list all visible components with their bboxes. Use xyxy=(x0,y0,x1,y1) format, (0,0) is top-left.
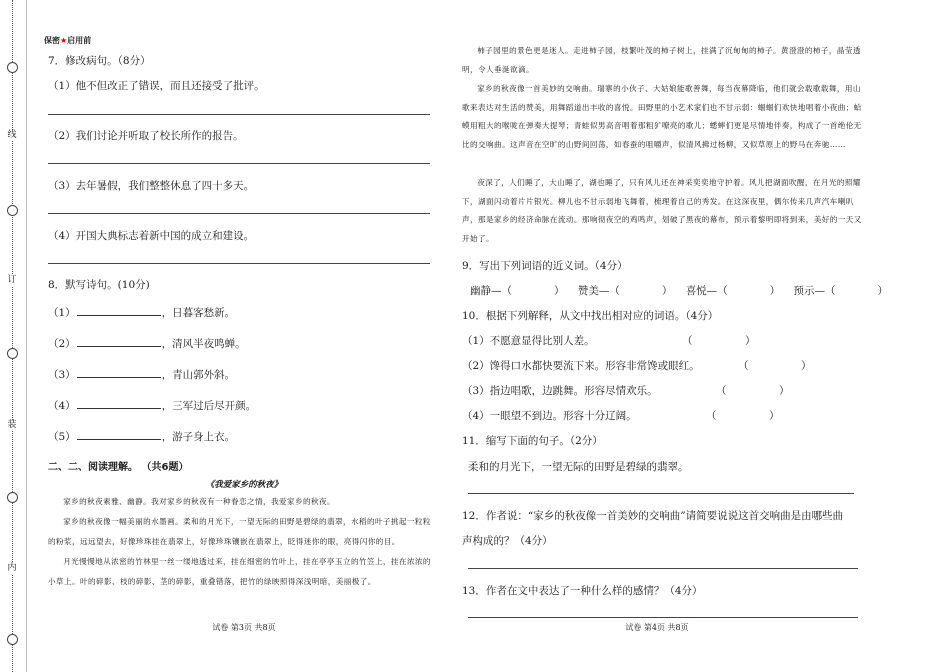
section-title: 二、二、阅读理解。 （共6题） xyxy=(48,462,189,473)
q8-title: 8．默写诗句。(10分) xyxy=(48,279,150,291)
q7-item: （2）我们讨论并听取了校长所作的报告。 xyxy=(48,130,244,142)
answer-line[interactable] xyxy=(468,617,858,618)
left-page xyxy=(44,0,444,672)
binding-label: 装 xyxy=(7,420,17,430)
q12-text: 12．作者说：“家乡的秋夜像一首美妙的交响曲”请简要说说这首交响曲是由哪些曲 xyxy=(462,510,844,522)
answer-line[interactable] xyxy=(48,114,430,115)
q7-item: （3）去年暑假，我们整整休息了四十多天。 xyxy=(48,180,255,192)
binding-hole-icon xyxy=(7,205,18,216)
answer-line[interactable] xyxy=(468,568,858,569)
article-paragraph: 夜深了，人们睡了，大山睡了，湖也睡了，只有风儿还在神采奕奕地守护着。风儿把湖面吹醒，在月光的照耀下，湖面闪动着片片银光。柳儿也不甘示弱地飞舞着，梳理着自己的秀发。在这深夜里，偶尔传来几声汽车喇叭声，那是家乡的经济命脉在流动。那响彻夜空的鸡鸣声，划破了黑夜的幕布，预示着黎明即将到来，美好的一天又开始了。 xyxy=(462,178,862,243)
article-title: 《我爱家乡的秋夜》 xyxy=(205,480,283,490)
answer-line[interactable] xyxy=(48,163,430,164)
q7-item: （1）他不但改正了错误，而且还接受了批评。 xyxy=(48,80,265,92)
q13-title: 13．作者在文中表达了一种什么样的感情？（4分） xyxy=(462,585,703,597)
answer-paren[interactable]: （ ） xyxy=(716,385,790,397)
answer-paren[interactable]: （ ） xyxy=(682,335,756,347)
fill-blank[interactable] xyxy=(77,367,161,378)
binding-hole-icon xyxy=(7,492,18,503)
q7-item: （4）开国大典标志着新中国的成立和建设。 xyxy=(48,230,255,242)
fill-blank[interactable] xyxy=(77,429,161,440)
poem-item: （5） ，游子身上衣。 xyxy=(48,431,236,443)
answer-paren[interactable]: （ ） xyxy=(706,410,780,422)
answer-paren[interactable]: （ ） xyxy=(717,285,781,297)
q10-item: （1）不愿意显得比别人差。 xyxy=(462,335,595,347)
synonym-row: 幽静—（ ） 赞美—（ ） 喜悦—（ ） 预示—（ ） xyxy=(470,285,889,297)
secret-mark: 保密★启用前 xyxy=(44,36,92,45)
fill-blank[interactable] xyxy=(77,305,161,316)
q7-title: 7．修改病句。（8分） xyxy=(48,55,151,67)
q10-item: （3）指边唱歌，边跳舞。形容尽情欢乐。 xyxy=(462,385,658,397)
poem-item: （3） ，青山郭外斜。 xyxy=(48,369,236,381)
q9-title: 9．写出下列词语的近义词。（4分） xyxy=(462,260,628,272)
right-page xyxy=(462,0,889,672)
poem-item: （2） ，清风半夜鸣蝉。 xyxy=(48,338,246,350)
binding-hole-icon xyxy=(7,634,18,645)
star-icon: ★ xyxy=(60,36,68,45)
page-footer: 试卷 第3页 共8页 xyxy=(212,623,276,632)
q11-title: 11．缩写下面的句子。（2分） xyxy=(462,435,603,447)
q10-title: 10．根据下列解释，从文中找出相对应的词语。（4分） xyxy=(462,310,719,322)
article-paragraph: 月光慢慢地从浓密的竹林里一丝一缕地透过来，挂在细密的竹叶上，挂在亭亭玉立的竹笠上，挂在浓浓的小草上。叶的碎影、枝的碎影、茎的碎影，重叠错落，把竹的绿映照得深浅明暗，美丽极了。 xyxy=(48,557,431,586)
answer-paren[interactable]: （ ） xyxy=(501,285,565,297)
answer-paren[interactable]: （ ） xyxy=(609,285,673,297)
poem-item: （4） ，三军过后尽开颜。 xyxy=(48,400,257,412)
binding-label: 订 xyxy=(7,275,17,285)
answer-paren[interactable]: （ ） xyxy=(825,285,889,297)
q12-text: 声构成的？（4分） xyxy=(462,535,553,547)
article-paragraph: 家乡的秋夜像一首美妙的交响曲。瑞寨的小伙子、大姑娘能歌善舞，每当夜幕降临，他们就会载歌载舞，用山歌来表达对生活的赞美，用舞蹈道出丰收的喜悦。田野里的小艺术家们也不甘示弱：蝈蝈们欢快地唱着小夜曲；蛤蟆用粗大的喉咙在弹奏大提琴；青蛙似男高音唱着那粗犷嘹亮的歌儿；蟋蟀们更是尽情地伴奏，构成了一首绝伦无比的交响曲。这声音在空旷的山野间回荡，如春蚕的咀嚼声，似清风拂过杨柳，又似草原上的野马在奔驰…… xyxy=(462,84,862,149)
article-paragraph: 家乡的秋夜像一幅美丽的水墨画。柔和的月光下，一望无际的田野是碧绿的翡翠，水稻的叶子挑起一粒粒的粉浆，远远望去，好像珍珠挂在翡翠上，好像珍珠镶嵌在翡翠上，眨得迷你的眼，亮得闪你的目。 xyxy=(48,517,431,546)
q11-sentence: 柔和的月光下，一望无际的田野是碧绿的翡翠。 xyxy=(468,461,689,473)
answer-paren[interactable]: （ ） xyxy=(738,360,812,372)
answer-line[interactable] xyxy=(48,263,430,264)
article-paragraph: 家乡的秋夜素雅、幽静。我对家乡的秋夜有一种眷恋之情，我爱家乡的秋夜。 xyxy=(63,497,335,506)
binding-label: 内 xyxy=(7,563,17,573)
page-footer: 试卷 第4页 共8页 xyxy=(625,623,689,632)
q10-item: （4）一眼望不到边。形容十分辽阔。 xyxy=(462,410,637,422)
fill-blank[interactable] xyxy=(77,336,161,347)
answer-line[interactable] xyxy=(468,493,854,494)
answer-line[interactable] xyxy=(48,213,430,214)
binding-margin xyxy=(0,0,27,672)
poem-item: （1） ，日暮客愁新。 xyxy=(48,307,236,319)
q10-item: （2）馋得口水都快要流下来。形容非常馋或眼红。 xyxy=(462,360,700,372)
fill-blank[interactable] xyxy=(77,398,161,409)
binding-label: 线 xyxy=(7,130,17,140)
binding-hole-icon xyxy=(7,348,18,359)
article-paragraph: 柿子园里的景色更是迷人。走进柿子园，枝繁叶茂的柿子树上，挂满了沉甸甸的柿子。黄澄澄的柿子，晶莹透明，令人垂涎欲滴。 xyxy=(462,46,861,74)
binding-hole-icon xyxy=(7,62,18,73)
